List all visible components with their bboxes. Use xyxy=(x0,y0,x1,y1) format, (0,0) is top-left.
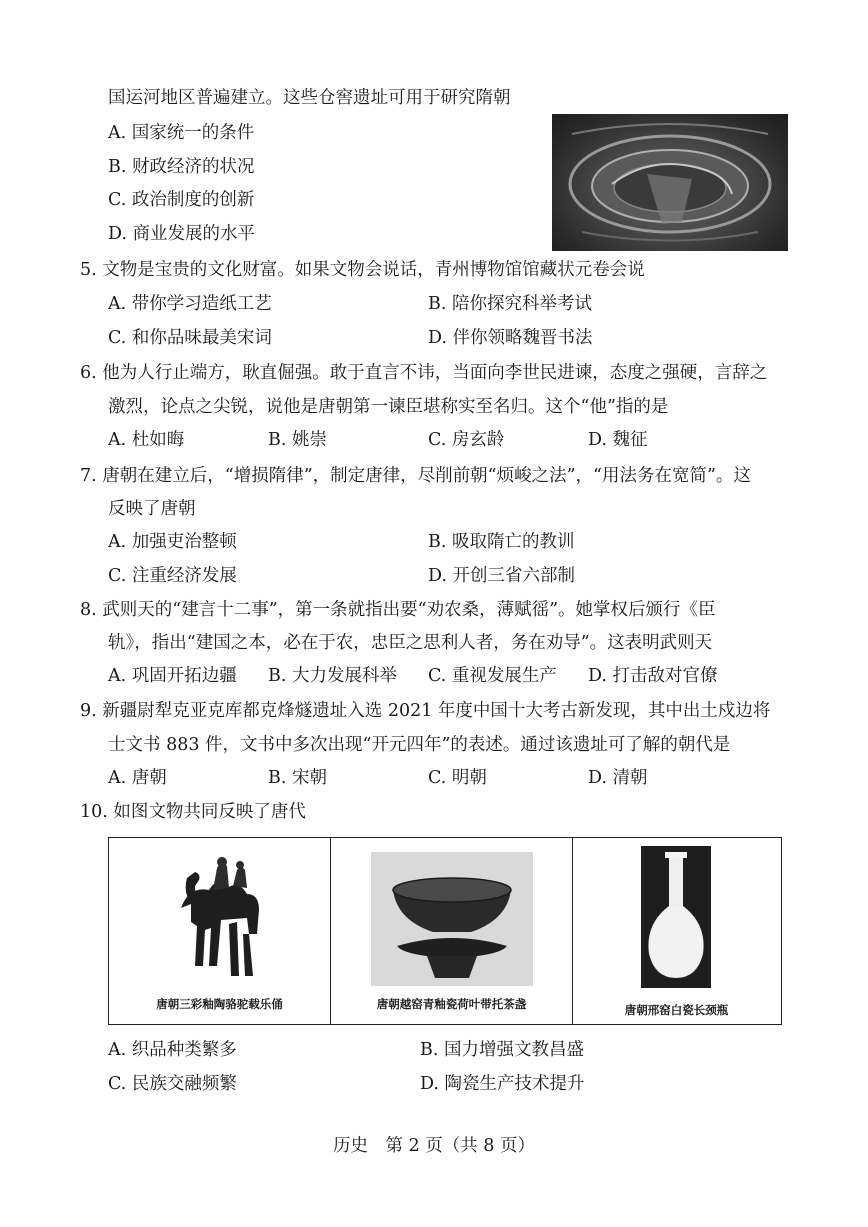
q5-option-d: D. 伴你领略魏晋书法 xyxy=(428,328,593,348)
q10-option-d: D. 陶瓷生产技术提升 xyxy=(420,1074,585,1094)
q6-stem-line1: 6. 他为人行止端方，耿直倔强。敢于直言不讳，当面向李世民进谏，态度之强硬，言辞之 xyxy=(80,363,768,383)
artifact-figure-panel xyxy=(108,837,782,1025)
q9-option-d: D. 清朝 xyxy=(588,768,648,788)
q10-option-a: A. 织品种类繁多 xyxy=(108,1040,237,1060)
q7-option-c: C. 注重经济发展 xyxy=(108,566,237,586)
q8-option-c: C. 重视发展生产 xyxy=(428,666,557,686)
q9-option-a: A. 唐朝 xyxy=(108,768,167,788)
q6-option-c: C. 房玄龄 xyxy=(428,430,505,450)
artifact-cell-camel xyxy=(109,838,331,1024)
q8-option-d: D. 打击敌对官僚 xyxy=(588,666,718,686)
q9-option-c: C. 明朝 xyxy=(428,768,487,788)
granary-pit-photo xyxy=(552,114,788,251)
q6-option-d: D. 魏征 xyxy=(588,430,648,450)
artifact-cell-vase xyxy=(573,838,780,1024)
page-footer: 历史 第 2 页（共 8 页） xyxy=(332,1136,536,1156)
celadon-teacup-image xyxy=(331,838,573,988)
q7-option-d: D. 开创三省六部制 xyxy=(428,566,576,586)
q9-option-b: B. 宋朝 xyxy=(268,768,327,788)
q5-stem: 5. 文物是宝贵的文化财富。如果文物会说话，青州博物馆馆藏状元卷会说 xyxy=(80,260,645,280)
q4-option-c: C. 政治制度的创新 xyxy=(108,190,255,210)
caption-vase: 唐朝邢窑白瓷长颈瓶 xyxy=(624,1003,729,1017)
camel-figurine-image xyxy=(109,838,331,988)
q4-option-b: B. 财政经济的状况 xyxy=(108,157,255,177)
q7-stem-line1: 7. 唐朝在建立后，“增损隋律”，制定唐律，尽削前朝“烦峻之法”，“用法务在宽简”。这 xyxy=(80,466,751,486)
q10-option-b: B. 国力增强文教昌盛 xyxy=(420,1040,584,1060)
q9-stem-line2: 士文书 883 件，文书中多次出现“开元四年”的表述。通过该遗址可了解的朝代是 xyxy=(108,735,731,755)
q8-option-b: B. 大力发展科举 xyxy=(268,666,397,686)
q8-stem-line2: 轨》，指出“建国之本，必在于农，忠臣之思利人者，务在劝导”。这表明武则天 xyxy=(108,633,713,653)
artifact-cell-teacup xyxy=(331,838,573,1024)
caption-teacup: 唐朝越窑青釉瓷荷叶带托茶盏 xyxy=(376,997,527,1011)
q5-option-c: C. 和你品味最美宋词 xyxy=(108,328,272,348)
q6-option-b: B. 姚崇 xyxy=(268,430,327,450)
q4-option-d: D. 商业发展的水平 xyxy=(108,224,256,244)
q6-option-a: A. 杜如晦 xyxy=(108,430,185,450)
q10-option-c: C. 民族交融频繁 xyxy=(108,1074,237,1094)
q7-option-a: A. 加强吏治整顿 xyxy=(108,532,237,552)
q4-stem-tail: 国运河地区普遍建立。这些仓窖遗址可用于研究隋朝 xyxy=(108,88,511,108)
q7-option-b: B. 吸取隋亡的教训 xyxy=(428,532,575,552)
q4-option-a: A. 国家统一的条件 xyxy=(108,123,255,143)
q8-option-a: A. 巩固开拓边疆 xyxy=(108,666,237,686)
white-porcelain-vase-image xyxy=(573,838,780,988)
q7-stem-line2: 反映了唐朝 xyxy=(108,499,196,519)
q8-stem-line1: 8. 武则天的“建言十二事”，第一条就指出要“劝农桑，薄赋徭”。她掌权后颁行《臣 xyxy=(80,600,716,620)
q5-option-a: A. 带你学习造纸工艺 xyxy=(108,294,272,314)
q9-stem-line1: 9. 新疆尉犁克亚克库都克烽燧遗址入选 2021 年度中国十大考古新发现，其中出土戍边将 xyxy=(80,701,771,721)
q6-stem-line2: 激烈，论点之尖锐，说他是唐朝第一谏臣堪称实至名归。这个“他”指的是 xyxy=(108,397,669,417)
q5-option-b: B. 陪你探究科举考试 xyxy=(428,294,592,314)
q10-stem: 10. 如图文物共同反映了唐代 xyxy=(80,802,306,822)
caption-camel: 唐朝三彩釉陶骆驼载乐俑 xyxy=(156,997,283,1011)
